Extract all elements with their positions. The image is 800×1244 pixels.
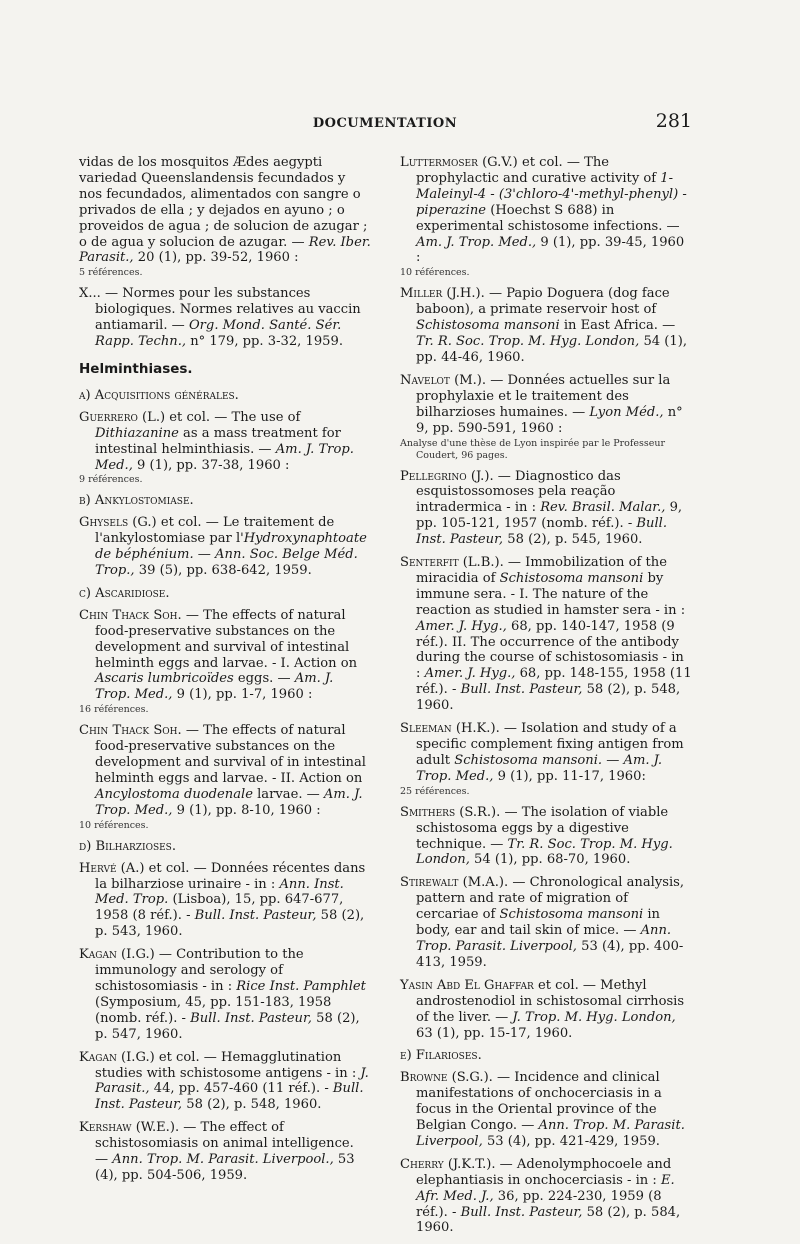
entry-author: Pellegrino (J.). xyxy=(400,468,494,484)
entry-author: Kershaw (W.E.). xyxy=(79,1120,180,1136)
bibliography-entry: vidas de los mosquitos Ædes aegypti variedad Queenslandensis fecundados y nos fecundados, alimentados con sangre o privados de ella ; y dejados en ayuno ; o proveidos de agua ; de solucion de azugar ; o de agua y solucion de azugar. — Rev. Iber. Parasit., 20 (1), pp. 39-52, 1960 : 5 références. xyxy=(79,155,371,279)
bibliography-entry: Luttermoser (G.V.) et col. — The prophylactic and curative activity of 1-Maleinyl-4 - (3'chloro-4'-methyl-phenyl) - piperazine (Hoechst S 688) in experimental schistosome infections. — Am. J. Trop. Med., 9 (1), pp. 39-45, 1960 : 10 références. xyxy=(400,155,692,279)
entry-author: Smithers (S.R.). xyxy=(400,804,501,820)
bibliography-entry: Miller (J.H.). — Papio Doguera (dog face baboon), a primate reservoir host of Schistosoma mansoni in East Africa. — Tr. R. Soc. Trop. M. Hyg. London, 54 (1), pp. 44-46, 1960. xyxy=(400,286,687,365)
bibliography-entry: Pellegrino (J.). — Diagnostico das esquistossomoses pela reação intradermica - in : Rev. Brasil. Malar., 9, pp. 105-121, 1957 (nomb. réf.). - Bull. Inst. Pasteur, 58 (2), p. 545, 1960. xyxy=(400,468,683,548)
bibliography-entry: Senterfit (L.B.). — Immobilization of the miracidia of Schistosoma mansoni by immune sera. - I. The nature of the reaction as studied in hamster sera - in : Amer. J. Hyg., 68, pp. 140-147, 1958 (9 réf.). II. The occurrence of the antibody during the course of schistosomiasis - in : Amer. J. Hyg., 68, pp. 148-155, 1958 (11 réf.). - Bull. Inst. Pasteur, 58 (2), p. 548, 1960. xyxy=(400,555,692,714)
bibliography-entry: Ghysels (G.) et col. — Le traitement de l'ankylostomiase par l'Hydroxynaphtoate de béphénium. — Ann. Soc. Belge Méd. Trop., 39 (5), pp. 638-642, 1959. xyxy=(79,515,367,579)
subsection-heading: c) Ascaridiose. xyxy=(79,585,170,601)
entry-author: Stirewalt (M.A.). xyxy=(400,875,509,891)
bibliography-entry: Sleeman (H.K.). — Isolation and study of a specific complement fixing antigen from adult Schistosoma mansoni. — Am. J. Trop. Med., 9 (1), pp. 11-17, 1960: 25 références. xyxy=(400,721,692,798)
bibliography-entry: Kagan (I.G.) et col. — Hemagglutination studies with schistosome antigens - in : J. Parasit., 44, pp. 457-460 (11 réf.). - Bull. Inst. Pasteur, 58 (2), p. 548, 1960. xyxy=(79,1049,369,1113)
entry-author: Navelot (M.). xyxy=(400,372,487,388)
bibliography-entry: Cherry (J.K.T.). — Adenolymphocoele and elephantiasis in onchocerciasis - in : E. Afr. Med. J., 36, pp. 224-230, 1959 (8 réf.). - Bull. Inst. Pasteur, 58 (2), p. 584, 1960. xyxy=(400,1156,681,1236)
bibliography-entry: Guerrero (L.) et col. — The use of Dithiazanine as a mass treatment for intestinal helminthiasis. — Am. J. Trop. Med., 9 (1), pp. 37-38, 1960 : 9 références. xyxy=(79,410,371,487)
running-title: DOCUMENTATION xyxy=(312,116,458,131)
entry-author: Sleeman (H.K.). xyxy=(400,721,500,737)
entry-author: Browne (S.G.). xyxy=(400,1070,493,1086)
reference-count: 25 références. xyxy=(400,785,470,797)
subsection-heading: e) Filarioses. xyxy=(400,1048,482,1064)
left-column xyxy=(79,155,371,1191)
entry-author: Kagan (I.G.) xyxy=(79,947,155,963)
thesis-note: Analyse d'une thèse de Lyon inspirée par le Professeur Coudert, 96 pages. xyxy=(400,437,666,461)
entry-author: Cherry (J.K.T.). xyxy=(400,1156,496,1172)
entry-author: Hervé (A.) xyxy=(79,860,145,876)
bibliography-entry: Navelot (M.). — Données actuelles sur la prophylaxie et le traitement des bilharzioses humaines. — Lyon Méd., n° 9, pp. 590-591, 1960 : Analyse d'une thèse de Lyon inspirée par le Professeur Coudert, 96 pages. xyxy=(400,373,692,462)
entry-author: Yasin Abd El Ghaffar xyxy=(400,977,534,993)
entry-author: Kagan (I.G.) xyxy=(79,1049,155,1065)
bibliography-entry: Kershaw (W.E.). — The effect of schistosomiasis on animal intelligence. — Ann. Trop. M. Parasit. Liverpool., 53 (4), pp. 504-506, 1959. xyxy=(79,1120,355,1183)
bibliography-entry: Smithers (S.R.). — The isolation of viable schistosoma eggs by a digestive technique. — Tr. R. Soc. Trop. M. Hyg. London, 54 (1), pp. 68-70, 1960. xyxy=(400,804,673,868)
bibliography-entry: Kagan (I.G.) — Contribution to the immunology and serology of schistosomiasis - in : Rice Inst. Pamphlet (Symposium, 45, pp. 151-183, 1958 (nomb. réf.). - Bull. Inst. Pasteur, 58 (2), p. 547, 1960. xyxy=(79,947,366,1042)
entry-author: Chin Thack Soh. xyxy=(79,607,182,623)
bibliography-entry: X... — Normes pour les substances biologiques. Normes relatives au vaccin antiamaril. — Org. Mond. Santé. Sér. Rapp. Techn., n° 179, pp. 3-32, 1959. xyxy=(79,286,361,350)
bibliography-entry: Yasin Abd El Ghaffar et col. — Methyl androstenodiol in schistosomal cirrhosis of the liver. — J. Trop. M. Hyg. London, 63 (1), pp. 15-17, 1960. xyxy=(400,977,685,1041)
subsection-heading: d) Bilharzioses. xyxy=(79,838,177,854)
bibliography-entry: Stirewalt (M.A.). — Chronological analysis, pattern and rate of migration of cercariae of Schistosoma mansoni in body, ear and tail skin of mice. — Ann. Trop. Parasit. Liverpool, 53 (4), pp. 400-413, 1959. xyxy=(400,875,685,970)
right-column xyxy=(400,155,692,1243)
page-header xyxy=(78,110,692,138)
reference-count: 5 références. xyxy=(79,267,143,279)
subsection-heading: b) Ankylostomiase. xyxy=(79,493,194,509)
entry-author: X... xyxy=(79,286,101,302)
section-heading: Helminthiases. xyxy=(79,360,193,377)
entry-author: Senterfit (L.B.). xyxy=(400,555,504,571)
page-number: 281 xyxy=(655,110,692,132)
entry-author: Chin Thack Soh. xyxy=(79,723,182,739)
subsection-heading: a) Acquisitions générales. xyxy=(79,387,239,403)
entry-author: Guerrero (L.) xyxy=(79,409,166,425)
reference-count: 10 références. xyxy=(400,267,470,279)
reference-count: 16 références. xyxy=(79,704,149,716)
entry-author: Miller (J.H.). xyxy=(400,286,485,302)
bibliography-entry: Hervé (A.) et col. — Données récentes dans la bilharziose urinaire - in : Ann. Inst. Med. Trop. (Lisboa), 15, pp. 647-677, 1958 (8 réf.). - Bull. Inst. Pasteur, 58 (2), p. 543, 1960. xyxy=(79,860,366,940)
entry-author: Ghysels (G.) xyxy=(79,515,157,531)
reference-count: 9 références. xyxy=(79,474,143,486)
bibliography-entry: Browne (S.G.). — Incidence and clinical manifestations of onchocerciasis in a focus in the Oriental province of the Belgian Congo. — Ann. Trop. M. Parasit. Liverpool, 53 (4), pp. 421-429, 1959. xyxy=(400,1070,685,1149)
entry-author: Luttermoser (G.V.) xyxy=(400,155,518,170)
bibliography-entry: Chin Thack Soh. — The effects of natural food-preservative substances on the development and survival of intestinal helminth eggs and larvae. - I. Action on Ascaris lumbricoïdes eggs. — Am. J. Trop. Med., 9 (1), pp. 1-7, 1960 : 16 références. xyxy=(79,608,371,716)
reference-count: 10 références. xyxy=(79,819,149,831)
bibliography-entry: Chin Thack Soh. — The effects of natural food-preservative substances on the development and survival of in intestinal helminth eggs and larvae. - II. Action on Ancylostoma duodenale larvae. — Am. J. Trop. Med., 9 (1), pp. 8-10, 1960 : 10 références. xyxy=(79,723,371,831)
